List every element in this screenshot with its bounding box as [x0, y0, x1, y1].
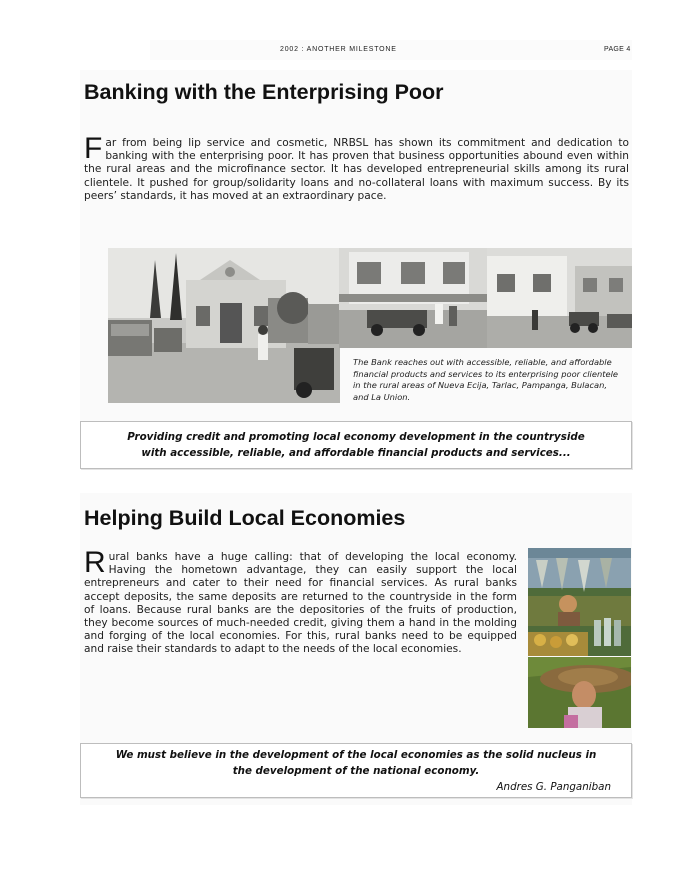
- street-scene-photo-2: [487, 248, 632, 348]
- pull-quote-line-1: Providing credit and promoting local economy development in the countryside: [127, 431, 585, 443]
- market-produce-photo: [528, 548, 631, 656]
- section-heading-economies: Helping Build Local Economies: [84, 506, 406, 530]
- pull-quote-line-2: with accessible, reliable, and affordable financial products and services...: [141, 447, 571, 459]
- section-heading-banking: Banking with the Enterprising Poor: [84, 80, 444, 104]
- pull-quote-line-1: We must believe in the development of the local economies as the solid nucleus in: [115, 749, 597, 761]
- economies-paragraph: [84, 546, 517, 657]
- bank-branch-photo: [108, 248, 340, 403]
- quote-attribution: Andres G. Panganiban: [496, 781, 611, 793]
- farmer-girl-photo: [528, 657, 631, 728]
- document-title: 2002 : ANOTHER MILESTONE: [280, 46, 397, 53]
- street-scene-photo-1: [339, 248, 487, 348]
- economies-paragraph-text: ural banks have a huge calling: that of developing the local economy. Having the hometown advantage, they can easily support the local entrepreneurs and cater to their need for financial services. As rural banks accept deposits, the same deposits are returned to the countryside in the form of loans. Because rural banks are the depositories of the fruits of production, they become sources of much-needed credit, giving them a hand in the molding and forging of the local economies. For this, rural banks need to be equipped and raise their standards to adapt to the needs of the local economies.: [84, 551, 517, 656]
- pull-quote-banking: [80, 421, 632, 469]
- dropcap: F: [84, 132, 103, 165]
- banking-paragraph: [84, 132, 629, 203]
- dropcap: R: [84, 546, 106, 579]
- pull-quote-line-2: the development of the national economy.: [232, 765, 480, 777]
- pull-quote-economies: [80, 743, 632, 798]
- banking-paragraph-text: ar from being lip service and cosmetic, NRBSL has shown its commitment and dedication to banking with the enterprising poor. It has proven that business opportunities abound even within the rural areas and the microfinance sector. It has developed entrepreneurial skills among its rural clientele. It pushed for group/solidarity loans and no-collateral loans with maximum success. By its peers’ standards, it has moved at an extraordinary pace.: [84, 137, 629, 202]
- page-number: PAGE 4: [604, 46, 631, 53]
- photo-caption: The Bank reaches out with accessible, reliable, and affordable financial products and services to its enterprising poor clientele in the rural areas of Nueva Ecija, Tarlac, Pampanga, Bulacan, and La Union.: [353, 357, 618, 402]
